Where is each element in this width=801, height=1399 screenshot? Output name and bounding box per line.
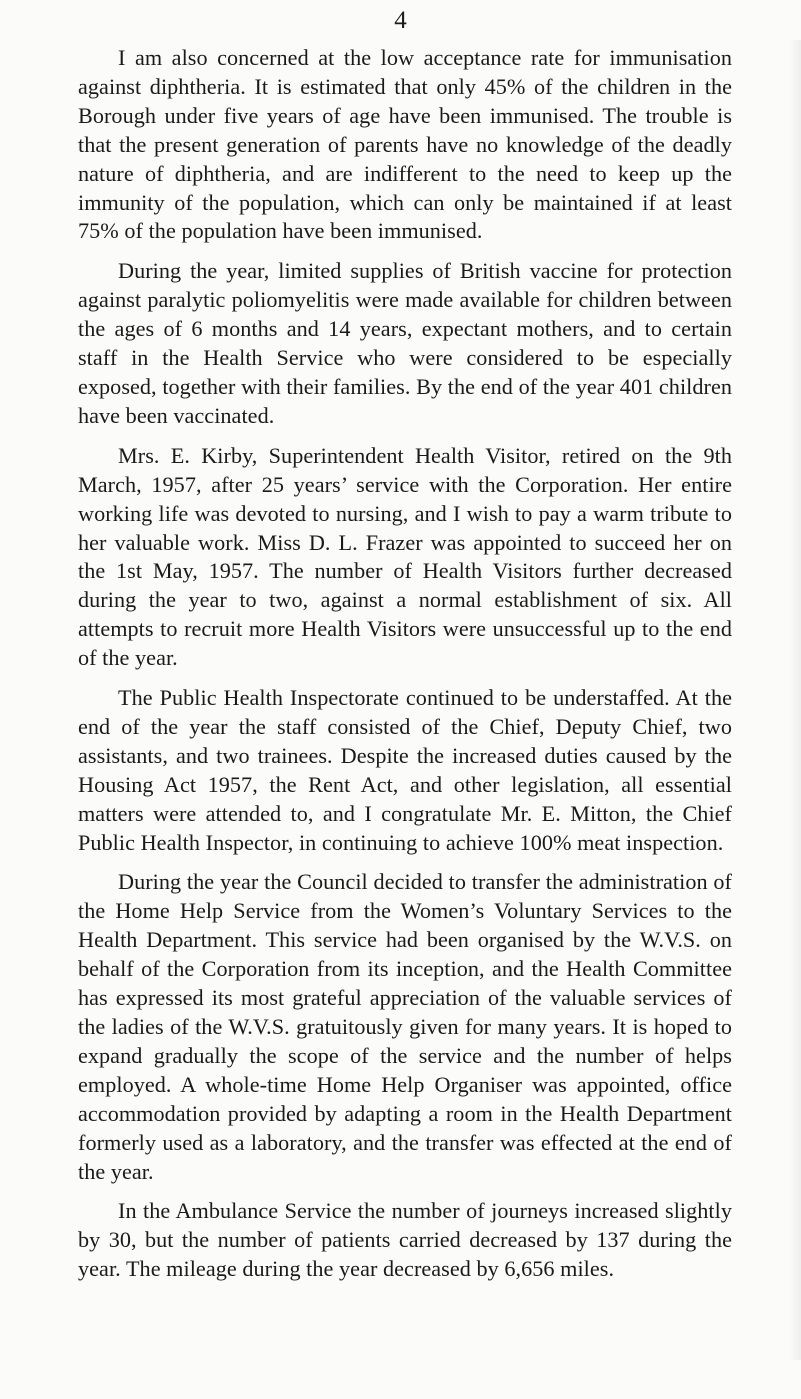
paragraph-home-help-service: During the year the Council decided to transfer the administration of the Home Help Service from the Women’s Voluntary Services to the Health Department. This service had been organised by the W.V.S. on behalf of the Corporation from its inception, and the Health Committee has expressed its most grateful appreciation of the valuable services of the ladies of the W.V.S. gratuitously given for many years. It is hoped to expand gradually the scope of the service and the number of helps employed. A whole-time Home Help Organiser was appointed, office accommodation provided by adapting a room in the Health Department formerly used as a laboratory, and the transfer was effected at the end of the year.	[78, 869, 732, 1184]
page-number: 4	[394, 7, 407, 34]
paragraph-poliomyelitis-vaccine: During the year, limited supplies of British vaccine for protection against paralytic poliomyelitis were made available for children between the ages of 6 months and 14 years, expectant mothers, and to certain staff in the Health Service who were considered to be especially exposed, together with their families. By the end of the year 401 children have been vaccinated.	[78, 258, 732, 428]
page-edge-shadow	[789, 40, 801, 1360]
body-text	[78, 44, 732, 1295]
paragraph-public-health-inspectorate: The Public Health Inspectorate continued to be understaffed. At the end of the year the staff consisted of the Chief, Deputy Chief, two assistants, and two trainees. Despite the increased duties caused by the Housing Act 1957, the Rent Act, and other legislation, all essential matters were attended to, and I congratulate Mr. E. Mitton, the Chief Public Health Inspector, in continuing to achieve 100% meat inspection.	[78, 685, 732, 855]
paragraph-ambulance-service: In the Ambulance Service the number of journeys increased slightly by 30, but the number of patients carried decreased by 137 during the year. The mileage during the year decreased by 6,656 miles.	[78, 1198, 732, 1282]
paragraph-health-visitors: Mrs. E. Kirby, Superintendent Health Visitor, retired on the 9th March, 1957, after 25 years’ service with the Corporation. Her entire working life was devoted to nursing, and I wish to pay a warm tribute to her valuable work. Miss D. L. Frazer was appointed to succeed her on the 1st May, 1957. The number of Health Visitors further decreased during the year to two, against a normal establishment of six. All attempts to recruit more Health Visitors were unsuccessful up to the end of the year.	[78, 442, 732, 671]
paragraph-immunisation: I am also concerned at the low acceptance rate for immunisation against diphtheria. It is estimated that only 45% of the children in the Borough under five years of age have been immunised. The trouble is that the present generation of parents have no knowledge of the deadly nature of diphtheria, and are indifferent to the need to keep up the immunity of the population, which can only be maintained if at least 75% of the population have been immunised.	[78, 45, 732, 244]
